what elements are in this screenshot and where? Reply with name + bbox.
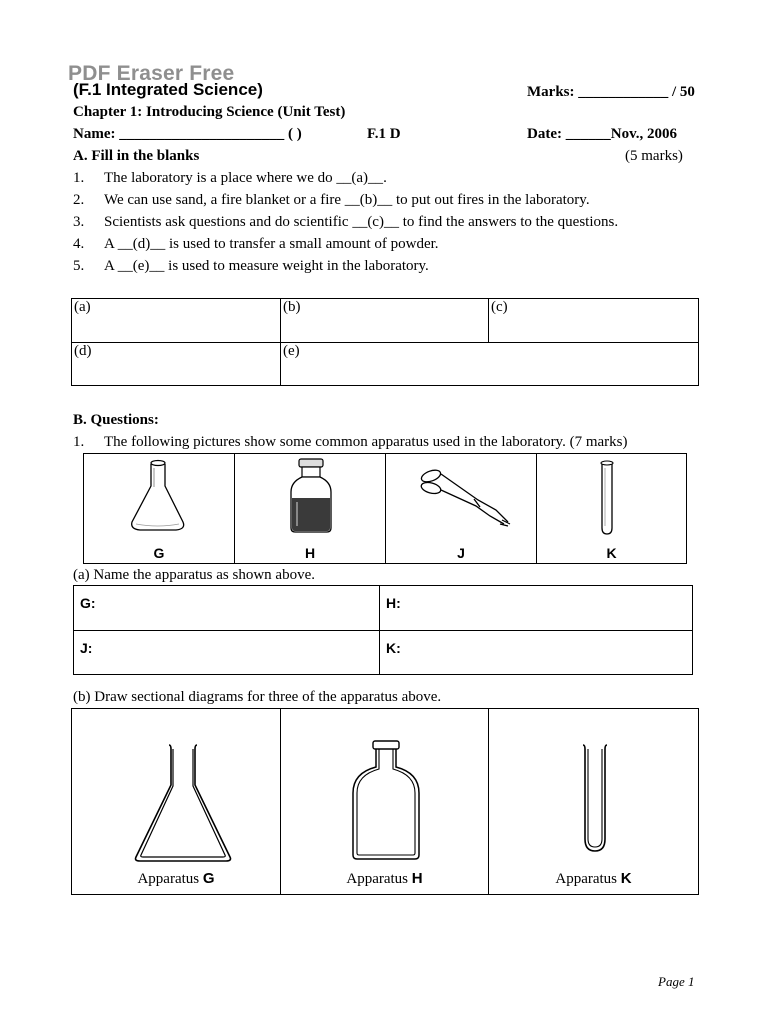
question-4: [73, 236, 439, 253]
section-a-marks: (5 marks): [625, 148, 683, 164]
picture-label-j: J: [457, 545, 465, 561]
sectional-diagram-table: [71, 708, 699, 895]
question-text: The following pictures show some common apparatus used in the laboratory. (7 marks): [104, 434, 628, 450]
picture-cell-h: [235, 454, 386, 564]
name-cell-h[interactable]: H:: [380, 586, 693, 631]
diagram-label-k: Apparatus K: [555, 870, 632, 887]
picture-cell-k: [537, 454, 687, 564]
name-cell-k[interactable]: K:: [380, 631, 693, 675]
section-a-answer-table: [71, 298, 699, 386]
question-blank: __(c)__: [352, 214, 399, 230]
diagram-label-g: Apparatus G: [137, 870, 215, 887]
question-2: [73, 192, 590, 209]
question-blank: __(d)__: [117, 236, 166, 252]
question-text: is used to measure weight in the laboratory.: [164, 258, 429, 274]
part-a-instruction: (a) Name the apparatus as shown above.: [73, 567, 315, 583]
watermark: PDF Eraser Free: [68, 62, 235, 85]
diagram-label-h: Apparatus H: [346, 870, 423, 887]
question-blank: __(b)__: [344, 192, 393, 208]
answer-cell-e[interactable]: (e): [281, 343, 699, 386]
question-number: 1.: [73, 434, 85, 450]
picture-cell-j: [386, 454, 537, 564]
diagram-cell-h[interactable]: [281, 709, 489, 895]
page-number: Page 1: [658, 974, 695, 989]
marks-label: Marks: ____________ / 50: [527, 84, 695, 100]
question-text: .: [383, 170, 387, 186]
answer-cell-d[interactable]: (d): [72, 343, 281, 386]
apparatus-name-table: [73, 585, 693, 675]
question-blank: __(a)__: [336, 170, 384, 186]
question-number: 4.: [73, 236, 85, 252]
document-title: (F.1 Integrated Science): [73, 80, 263, 99]
apparatus-picture-table: [83, 453, 687, 564]
name-label: Name: ______________________ ( ): [73, 126, 302, 142]
flask-section-diagram: [72, 709, 281, 895]
section-a-title: A. Fill in the blanks: [73, 148, 200, 164]
question-text: to find the answers to the questions.: [398, 214, 619, 230]
question-text: to put out fires in the laboratory.: [392, 192, 590, 208]
question-text: The laboratory is a place where we do: [104, 170, 337, 186]
question-number: 5.: [73, 258, 85, 274]
question-1: [73, 170, 387, 187]
test-tube-section-diagram: [489, 709, 699, 895]
section-b-title: B. Questions:: [73, 412, 159, 428]
question-number: 1.: [73, 170, 85, 186]
chapter-title: Chapter 1: Introducing Science (Unit Test): [73, 104, 346, 120]
question-blank: __(e)__: [117, 258, 165, 274]
question-number: 3.: [73, 214, 85, 230]
part-b-instruction: (b) Draw sectional diagrams for three of the apparatus above.: [73, 689, 442, 705]
question-text: A: [104, 258, 118, 274]
picture-label-g: G: [153, 545, 165, 561]
name-cell-g[interactable]: G:: [74, 586, 380, 631]
class-label: F.1 D: [367, 126, 401, 142]
picture-label-k: K: [606, 545, 617, 561]
picture-label-h: H: [304, 545, 316, 561]
name-cell-j[interactable]: J:: [74, 631, 380, 675]
diagram-cell-k[interactable]: [489, 709, 699, 895]
question-number: 2.: [73, 192, 85, 208]
question-text: We can use sand, a fire blanket or a fire: [104, 192, 345, 208]
date-label: Date: ______Nov., 2006: [527, 126, 677, 142]
question-text: A: [104, 236, 118, 252]
bottle-section-diagram: [281, 709, 489, 895]
question-3: [73, 214, 619, 231]
question-b1: [73, 434, 628, 451]
picture-cell-g: [84, 454, 235, 564]
question-text: is used to transfer a small amount of powder.: [165, 236, 439, 252]
question-5: [73, 258, 429, 275]
diagram-cell-g[interactable]: [72, 709, 281, 895]
answer-cell-a[interactable]: (a): [72, 299, 281, 343]
answer-cell-b[interactable]: (b): [281, 299, 489, 343]
answer-cell-c[interactable]: (c): [489, 299, 699, 343]
question-text: Scientists ask questions and do scientific: [104, 214, 353, 230]
